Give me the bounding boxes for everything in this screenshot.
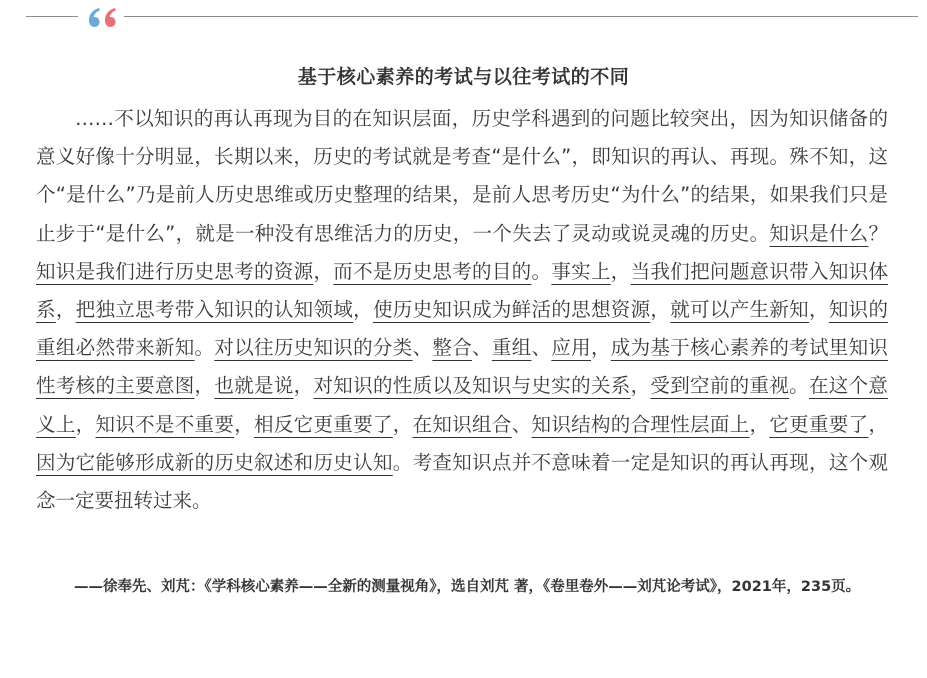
underlined-phrase: 知识不是不重要 <box>95 412 235 436</box>
underlined-phrase: 成为基于核心素养的考试里知识性考核的主要意图 <box>36 336 888 398</box>
text-segment: ……不以知识的再认再现为目的在知识层面，历史学科遇到的问题比较突出，因为知识储备的意义好像十分明显，长期以来，历史的考试就是考查“是什么”，即知识的再认、再现。殊不知，这个“是什么”乃是前人历史思维或历史整理的结果，是前人思考历史“为什么”的结果，如果我们只是止步于“是什么”，就是一种没有思维活力的历史，一个失去了灵动或说灵魂的历史。 <box>36 107 888 245</box>
divider-line-right <box>124 16 918 17</box>
text-segment: ， <box>293 374 314 398</box>
text-segment: 。 <box>789 374 809 398</box>
text-segment: ， <box>392 412 413 436</box>
underlined-phrase: 也就是说 <box>214 374 294 398</box>
article-title: 基于核心素养的考试与以往考试的不同 <box>297 66 630 88</box>
underlined-phrase: 使历史知识成为鲜活的思想资源 <box>372 298 651 322</box>
text-segment: ， <box>313 259 334 283</box>
text-segment: ？ <box>868 221 888 245</box>
divider-line-left <box>26 16 78 17</box>
citation: ——徐奉先、刘芃：《学科核心素养——全新的测量视角》，选自刘芃 著，《卷里卷外——刘芃论考试》，2021年，235页。 <box>74 579 861 595</box>
underlined-phrase: 在这个意义上 <box>36 374 888 436</box>
text-segment: 。 <box>531 259 552 283</box>
underlined-phrase: 因为它能够形成新的历史叙述和历史认知 <box>36 450 393 474</box>
text-segment: ， <box>55 298 76 322</box>
underlined-phrase: 在知识组合 <box>412 412 512 436</box>
underlined-phrase: 知识是什么 <box>769 221 869 245</box>
underlined-phrase: 就可以产生新知 <box>670 298 809 322</box>
text-segment: ， <box>868 412 888 436</box>
underlined-phrase: 知识是我们进行历史思考的资源 <box>36 259 314 283</box>
underlined-phrase: 知识的重组必然带来新知 <box>36 298 888 360</box>
underlined-phrase: 而不是历史思考的目的 <box>333 259 532 283</box>
text-segment: ， <box>808 298 829 322</box>
quoted-paragraph <box>36 100 888 520</box>
underlined-phrase: 受到空前的重视 <box>650 374 790 398</box>
opening-double-quote-icon <box>86 2 118 30</box>
text-segment: 、 <box>531 336 552 360</box>
text-segment: 、 <box>472 336 492 360</box>
text-segment: ， <box>75 412 96 436</box>
text-segment: ， <box>590 336 611 360</box>
text-segment: ， <box>353 298 373 322</box>
underlined-phrase: 重组 <box>491 336 532 360</box>
header-divider <box>0 0 927 40</box>
underlined-phrase: 事实上 <box>551 259 611 283</box>
underlined-phrase: 整合 <box>432 336 473 360</box>
underlined-phrase: 对以往历史知识的分类 <box>214 336 413 360</box>
text-segment: ， <box>610 259 631 283</box>
underlined-phrase: 对知识的性质以及知识与史实的关系 <box>313 374 631 398</box>
underlined-phrase: 把独立思考带入知识的认知领域 <box>75 298 354 322</box>
text-segment: ， <box>749 412 770 436</box>
text-segment: 、 <box>412 336 433 360</box>
underlined-phrase: 它更重要了 <box>769 412 869 436</box>
text-segment: ， <box>194 374 215 398</box>
underlined-phrase: 相反它更重要了 <box>254 412 393 436</box>
underlined-phrase: 当我们把问题意识带入知识体系 <box>36 259 888 322</box>
text-segment: ， <box>630 374 651 398</box>
underlined-phrase: 应用 <box>551 336 591 360</box>
text-segment: ， <box>650 298 671 322</box>
underlined-phrase: 知识结构的合理性层面上 <box>531 412 750 436</box>
text-segment: 。考查知识点并不意味着一定是知识的再认再现，这个观念一定要扭转过来。 <box>36 450 888 513</box>
text-segment: ， <box>234 412 255 436</box>
text-segment: 。 <box>194 336 215 360</box>
text-segment: 、 <box>511 412 532 436</box>
